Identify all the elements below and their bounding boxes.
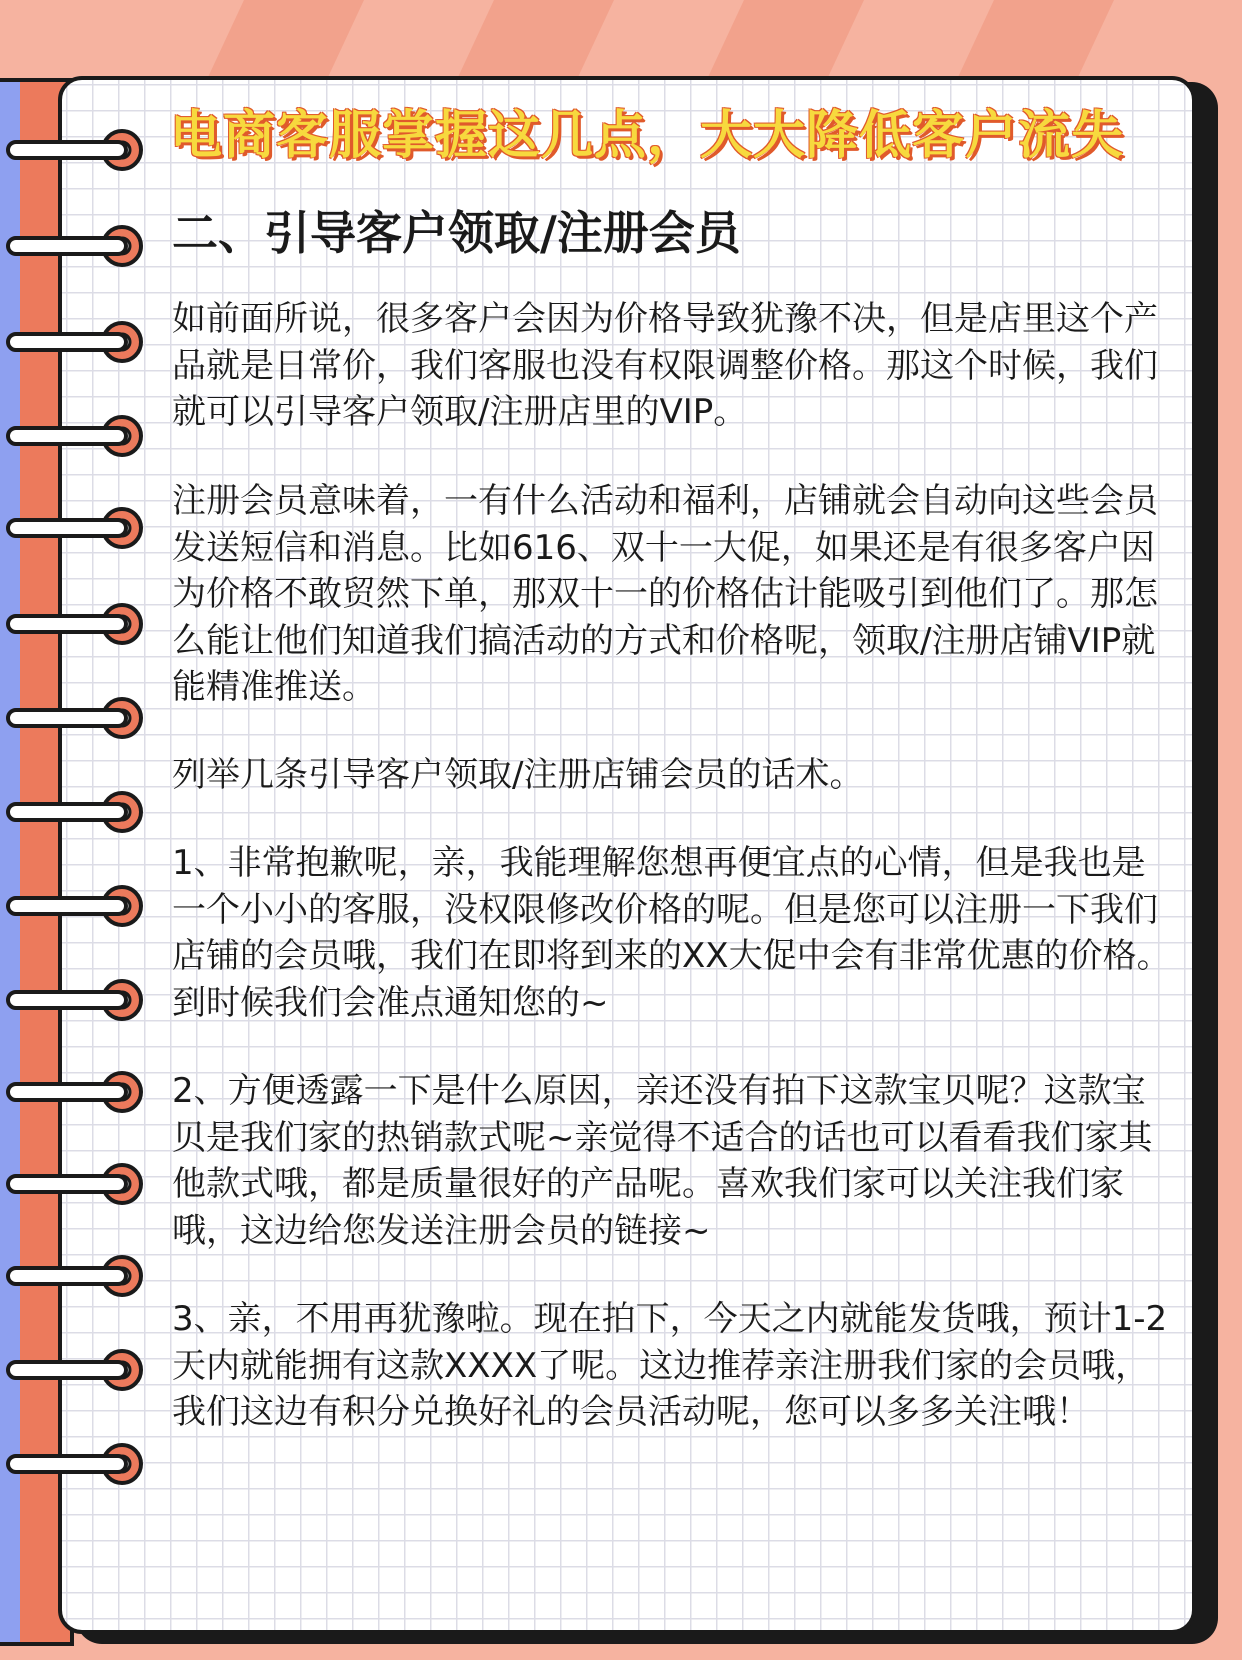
binder-ring-icon bbox=[4, 600, 144, 648]
binder-ring-icon bbox=[4, 504, 144, 552]
binder-ring-icon bbox=[4, 1346, 144, 1394]
binder-ring-icon bbox=[4, 222, 144, 270]
binder-ring-icon bbox=[4, 1160, 144, 1208]
binder-ring-icon bbox=[4, 318, 144, 366]
paragraph-membership: 注册会员意味着，一有什么活动和福利，店铺就会自动向这些会员发送短信和消息。比如616、双十一大促，如果还是有很多客户因为价格不敢贸然下单，那双十一的价格估计能吸引到他们了。那怎么能让他们知道我们搞活动的方式和价格呢，领取/注册店铺VIP就能精准推送。 bbox=[172, 481, 1158, 707]
binder-ring-icon bbox=[4, 882, 144, 930]
binder-ring-icon bbox=[4, 788, 144, 836]
script-item-1: 1、非常抱歉呢，亲，我能理解您想再便宜点的心情，但是我也是一个小小的客服，没权限修改价格的呢。但是您可以注册一下我们店铺的会员哦，我们在即将到来的XX大促中会有非常优惠的价格。到时候我们会准点通知您的~ bbox=[172, 843, 1171, 1023]
paragraph-intro: 如前面所说，很多客户会因为价格导致犹豫不决，但是店里这个产品就是日常价，我们客服也没有权限调整价格。那这个时候，我们就可以引导客户领取/注册店里的VIP。 bbox=[172, 299, 1158, 432]
binder-ring-icon bbox=[4, 1252, 144, 1300]
binder-ring-icon bbox=[4, 1440, 144, 1488]
binder-ring-icon bbox=[4, 126, 144, 174]
page-title: 电商客服掌握这几点，大大降低客户流失 bbox=[170, 106, 1125, 166]
script-item-2: 2、方便透露一下是什么原因，亲还没有拍下这款宝贝呢？这款宝贝是我们家的热销款式呢~亲觉得不适合的话也可以看看我们家其他款式哦，都是质量很好的产品呢。喜欢我们家可以关注我们家哦，这边给您发送注册会员的链接~ bbox=[172, 1071, 1153, 1251]
binder-ring-icon bbox=[4, 412, 144, 460]
binder-ring-icon bbox=[4, 1068, 144, 1116]
binder-ring-icon bbox=[4, 694, 144, 742]
paragraph-scripts-intro: 列举几条引导客户领取/注册店铺会员的话术。 bbox=[172, 755, 864, 795]
script-item-3: 3、亲，不用再犹豫啦。现在拍下，今天之内就能发货哦，预计1-2天内就能拥有这款XXXX了呢。这边推荐亲注册我们家的会员哦，我们这边有积分兑换好礼的会员活动呢，您可以多多关注哦！ bbox=[172, 1299, 1168, 1432]
binder-ring-icon bbox=[4, 976, 144, 1024]
section-heading: 二、引导客户领取/注册会员 bbox=[172, 206, 741, 260]
